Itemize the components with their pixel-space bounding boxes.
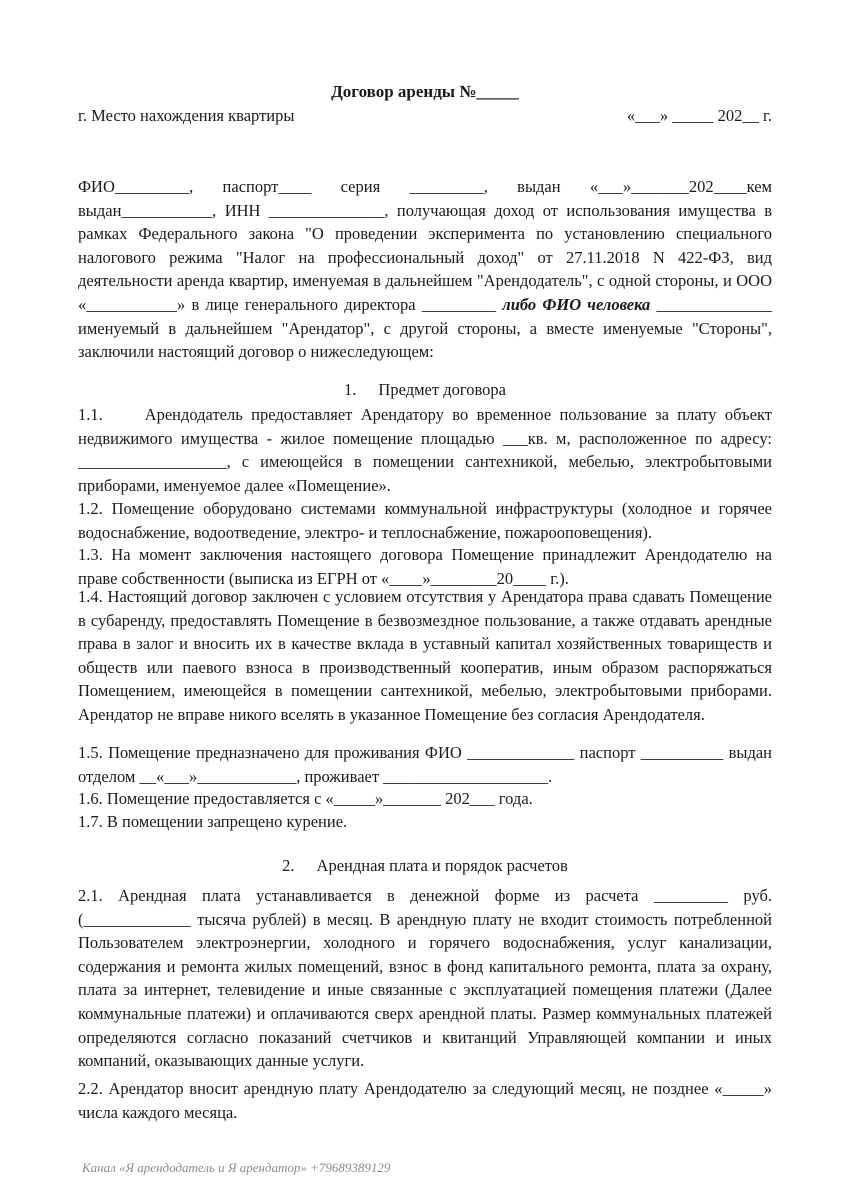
clause-2-2: [78, 1077, 772, 1124]
clause-id: 1.5.: [78, 743, 103, 762]
clause-text: Помещение оборудовано системами коммунальной инфраструктуры (холодное и горячее водоснабжение, водоотведение, электро- и теплоснабжение, пожарооповещения).: [78, 499, 772, 542]
clause-1-3: [78, 543, 772, 590]
clause-id: 1.4.: [78, 587, 103, 606]
preamble-text-2: ______________ именуемый в дальнейшем "Арендатор", с другой стороны, а вместе именуемые "Стороны", заключили настоящий договор о нижеследующем:: [78, 294, 772, 362]
section-1-heading: [78, 380, 772, 400]
clause-text: Помещение предоставляется с «_____»_______ 202___ года.: [106, 789, 533, 808]
clause-text: В помещении запрещено курение.: [106, 812, 348, 831]
clause-text: Арендная плата устанавливается в денежной форме из расчета _________ руб. (_____________ тысяча рублей) в месяц. В арендную плату не входит стоимость потребленной Пользователем электроэнергии, холодного и горячего водоснабжения, услуг канализации, содержания и ремонта жилых помещений, взнос в фонд капитального ремонта, плата за охрану, плата за интернет, телевидение и иные связанные с эксплуатацией помещения платежи (Далее коммунальные платежи) и оплачиваются сверх арендной платы. Размер коммунальных платежей определяются согласно показаний счетчиков и квитанций Управляющей компании и иных компаний, оказывающих данные услуги.: [78, 886, 773, 1071]
page-footer: Канал «Я арендодатель и Я арендатор» +79689389129: [82, 1160, 391, 1175]
section-title: Предмет договора: [378, 380, 506, 399]
document-title: Договор аренды №_____: [331, 82, 519, 101]
clause-id: 1.2.: [78, 499, 103, 518]
clause-1-5: [78, 741, 772, 788]
clause-1-7: [78, 810, 772, 834]
preamble-text-1: ФИО_________, паспорт____ серия _________, выдан «___»_______202____кем выдан___________, ИНН ______________, получающая доход от использования имущества в рамках Федерального закона "О проведении эксперимента по установлению специального налогового режима "Налог на профессиональный доход" от 27.11.2018 N 422-ФЗ, вид деятельности аренда квартир, именуемая в дальнейшем "Арендодатель", с одной стороны, и ООО «___________» в лице генерального директора _________: [78, 177, 772, 314]
preamble: [78, 175, 772, 364]
clause-id: 2.2.: [78, 1079, 103, 1098]
clause-id: 1.3.: [78, 545, 103, 564]
clause-text: На момент заключения настоящего договора Помещение принадлежит Арендодателю на праве собственности (выписка из ЕГРН от «____»________20____ г.).: [78, 545, 773, 588]
preamble-emphasis: либо ФИО человека: [502, 294, 651, 314]
clause-text: Арендодатель предоставляет Арендатору во временное пользование за плату объект недвижимого имущества - жилое помещение площадью ___кв. м, расположенное по адресу: __________________, с имеющейся в помещении сантехникой, мебелью, электробытовыми приборами, именуемое далее «Помещение».: [78, 405, 772, 495]
section-number: 1.: [344, 380, 357, 399]
contract-place: г. Место нахождения квартиры: [78, 106, 295, 125]
clause-id: 1.1.: [78, 405, 103, 424]
clause-1-6: [78, 787, 772, 811]
section-number: 2.: [282, 856, 295, 875]
clause-id: 1.6.: [78, 789, 103, 808]
clause-1-1: [78, 403, 772, 497]
clause-id: 1.7.: [78, 812, 103, 831]
section-title: Арендная плата и порядок расчетов: [316, 856, 568, 875]
clause-text: Настоящий договор заключен с условием отсутствия у Арендатора права сдавать Помещение в субаренду, предоставлять Помещение в безвозмездное пользование, а также отдавать арендные права в залог и вносить их в качестве вклада в уставный капитал хозяйственных товариществ и обществ или паевого взноса в производственный кооператив, иным образом распоряжаться Помещением, имеющейся в помещении сантехникой, мебелью, электробытовыми приборами. Арендатор не вправе никого вселять в указанное Помещение без согласия Арендодателя.: [78, 587, 772, 724]
clause-1-2: [78, 497, 772, 544]
clause-1-4: [78, 585, 772, 727]
clause-id: 2.1.: [78, 886, 103, 905]
section-2-heading: [78, 856, 772, 876]
clause-text: Арендатор вносит арендную плату Арендодателю за следующий месяц, не позднее «_____» числа каждого месяца.: [78, 1079, 773, 1122]
contract-date: «___» _____ 202__ г.: [626, 106, 772, 125]
clause-text: Помещение предназначено для проживания ФИО _____________ паспорт __________ выдан отделом __«___»____________, проживает ____________________.: [78, 743, 772, 786]
clause-2-1: [78, 884, 772, 1073]
